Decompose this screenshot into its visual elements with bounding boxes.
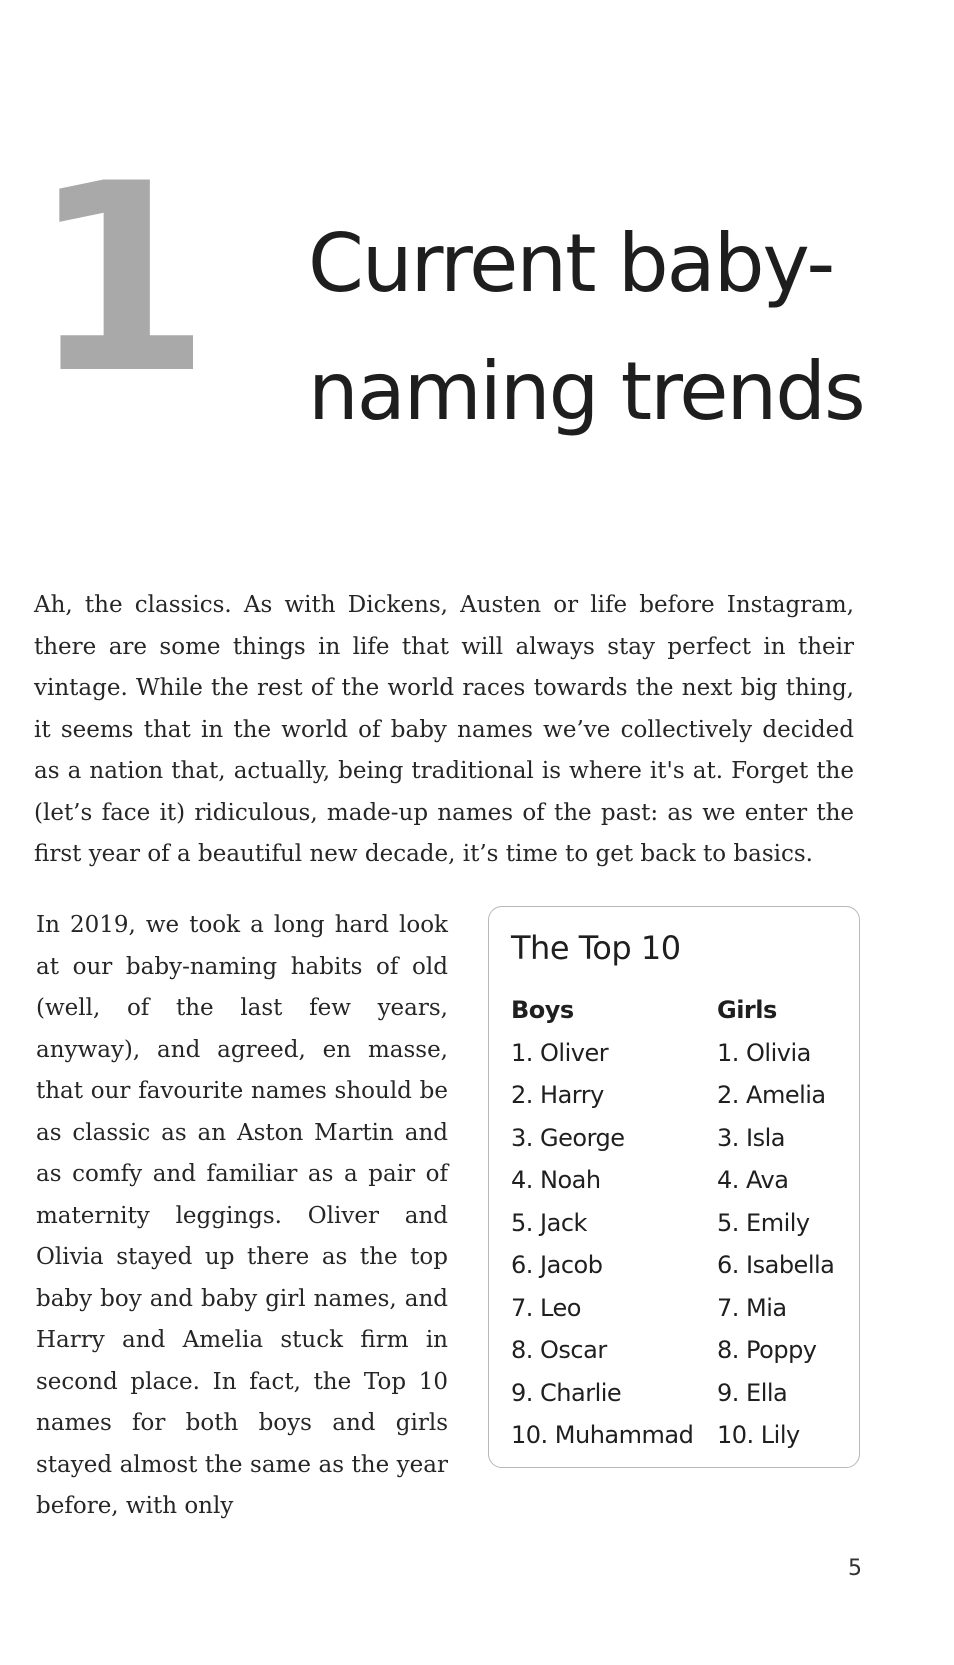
top10-title: The Top 10: [511, 929, 681, 967]
intro-paragraph: Ah, the classics. As with Dickens, Austen or life before Instagram, there are some things in life that will always stay perfect in their vintage. While the rest of the world races towards the next big thing, it seems that in the world of baby names we’ve collectively decided as a nation that, actually, being traditional is where it's at. Forget the (let’s face it) ridiculous, made-up names of the past: as we enter the first year of a beautiful new decade, it’s time to get back to basics.: [34, 592, 854, 867]
list-item: 1. Oliver: [511, 1038, 609, 1067]
boys-list: [511, 1032, 693, 1457]
list-item: 5. Emily: [717, 1208, 810, 1237]
chapter-title-line-1: Current baby-: [308, 217, 834, 310]
list-item: 8. Poppy: [717, 1336, 817, 1364]
list-item: 4. Ava: [717, 1166, 789, 1194]
chapter-number: 1: [30, 129, 211, 431]
list-item: 3. George: [511, 1123, 625, 1152]
top10-sidebar-box: [488, 906, 860, 1468]
list-item: 1. Olivia: [717, 1038, 811, 1067]
page-number: 5: [848, 1556, 862, 1581]
list-item: 3. Isla: [717, 1123, 785, 1152]
chapter-title: [308, 200, 908, 456]
list-item: 10. Muhammad: [511, 1421, 694, 1449]
list-item: 6. Isabella: [717, 1251, 835, 1279]
list-item: 5. Jack: [511, 1208, 587, 1237]
list-item: 10. Lily: [717, 1421, 800, 1449]
girls-list: [717, 1032, 834, 1457]
list-item: 9. Ella: [717, 1378, 788, 1407]
girls-heading: Girls: [717, 996, 777, 1024]
list-item: 2. Amelia: [717, 1081, 826, 1109]
list-item: 2. Harry: [511, 1081, 604, 1109]
list-item: 6. Jacob: [511, 1251, 603, 1279]
list-item: 4. Noah: [511, 1166, 601, 1194]
boys-column: [511, 989, 693, 1457]
body-paragraph: In 2019, we took a long hard look at our baby-naming habits of old (well, of the last few years, anyway), and agreed, en masse, that our favourite names should be as classic as an Aston Martin and as comfy and familiar as a pair of maternity leggings. Oliver and Olivia stayed up there as the top baby boy and baby girl names, and Harry and Amelia stuck firm in second place. In fact, the Top 10 names for both boys and girls stayed almost the same as the year before, with only: [36, 912, 448, 1519]
boys-heading: Boys: [511, 996, 574, 1024]
list-item: 7. Leo: [511, 1293, 581, 1322]
list-item: 7. Mia: [717, 1293, 787, 1322]
list-item: 9. Charlie: [511, 1378, 622, 1407]
chapter-title-line-2: naming trends: [308, 345, 864, 438]
girls-column: [717, 989, 834, 1457]
list-item: 8. Oscar: [511, 1336, 607, 1364]
